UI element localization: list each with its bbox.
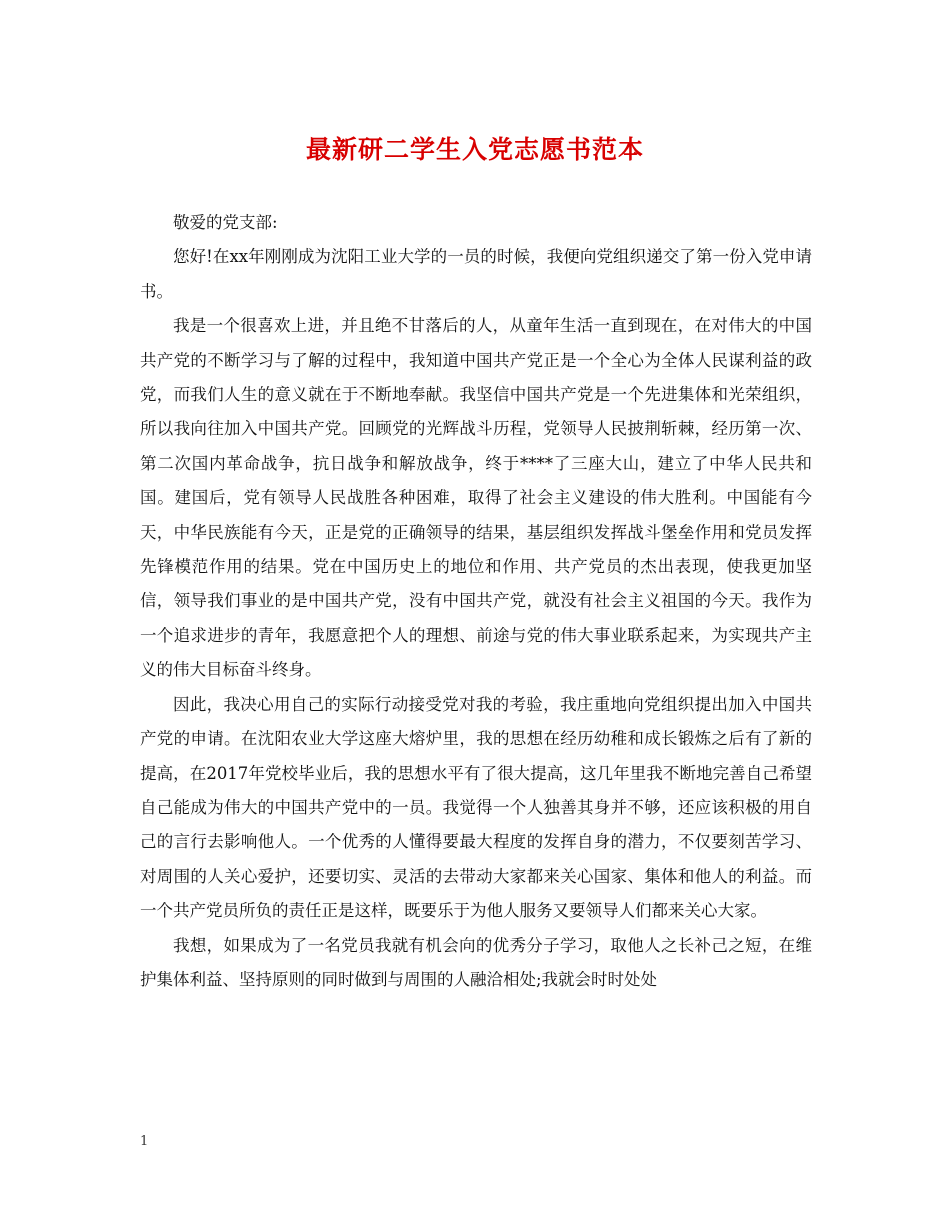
document-title: 最新研二学生入党志愿书范本 bbox=[305, 135, 644, 164]
page-number: 1 bbox=[140, 1134, 149, 1149]
paragraph: 您好!在xx年刚刚成为沈阳工业大学的一员的时候，我便向党组织递交了第一份入党申请书。 bbox=[140, 247, 812, 301]
paragraph: 因此，我决心用自己的实际行动接受党对我的考验，我庄重地向党组织提出加入中国共产党的申请。在沈阳农业大学这座大熔炉里，我的思想在经历幼稚和成长锻炼之后有了新的提高，在2017年党校毕业后，我的思想水平有了很大提高，这几年里我不断地完善自己希望自己能成为伟大的中国共产党中的一员。我觉得一个人独善其身并不够，还应该积极的用自己的言行去影响他人。一个优秀的人懂得要最大程度的发挥自身的潜力，不仅要刻苦学习、对周围的人关心爱护，还要切实、灵活的去带动大家都来关心国家、集体和他人的利益。而一个共产党员所负的责任正是这样，既要乐于为他人服务又要领导人们都来关心大家。 bbox=[140, 694, 812, 921]
salutation: 敬爱的党支部: bbox=[173, 213, 278, 232]
document-body bbox=[140, 206, 812, 997]
paragraph: 我想，如果成为了一名党员我就有机会向的优秀分子学习，取他人之长补己之短，在维护集体利益、坚持原则的同时做到与周围的人融洽相处;我就会时时处处 bbox=[140, 935, 812, 989]
paragraph: 我是一个很喜欢上进，并且绝不甘落后的人，从童年生活一直到现在，在对伟大的中国共产党的不断学习与了解的过程中，我知道中国共产党正是一个全心为全体人民谋利益的政党，而我们人生的意义就在于不断地奉献。我坚信中国共产党是一个先进集体和光荣组织，所以我向往加入中国共产党。回顾党的光辉战斗历程，党领导人民披荆斩棘，经历第一次、第二次国内革命战争，抗日战争和解放战争，终于****了三座大山，建立了中华人民共和国。建国后，党有领导人民战胜各种困难，取得了社会主义建设的伟大胜利。中国能有今天，中华民族能有今天，正是党的正确领导的结果，基层组织发挥战斗堡垒作用和党员发挥先锋模范作用的结果。党在中国历史上的地位和作用、共产党员的杰出表现，使我更加坚信，领导我们事业的是中国共产党，没有中国共产党，就没有社会主义祖国的今天。我作为一个追求进步的青年，我愿意把个人的理想、前途与党的伟大事业联系起来，为实现共产主义的伟大目标奋斗终身。 bbox=[140, 316, 812, 680]
